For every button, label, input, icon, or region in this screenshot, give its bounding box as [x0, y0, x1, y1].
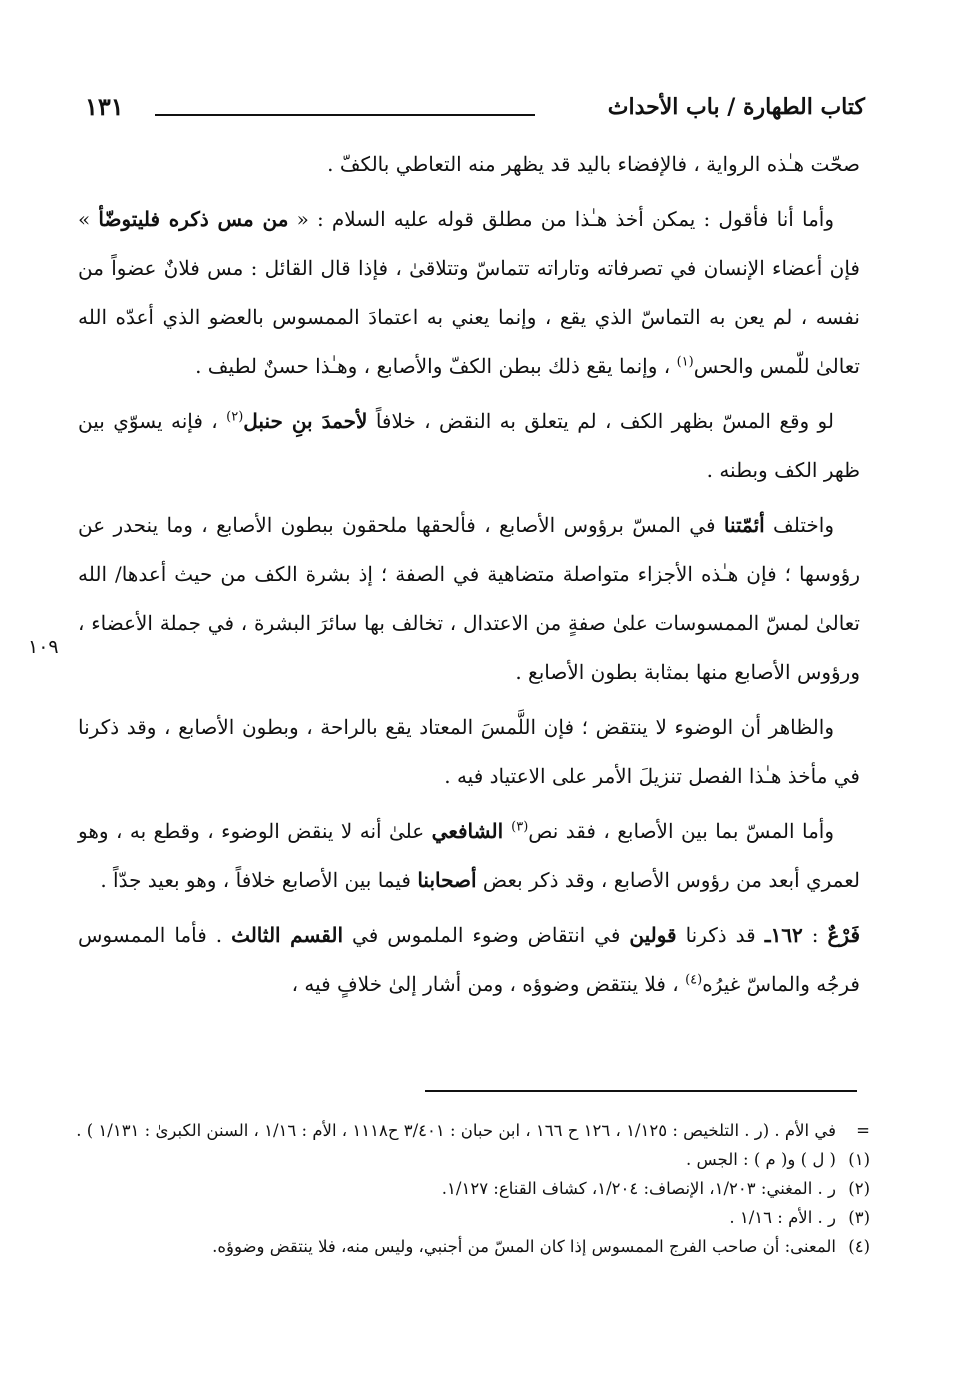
paragraph-text: واختلف	[764, 513, 834, 537]
paragraph-text: فيما بين الأصابع خلافاً ، وهو بعيد جدّاً .	[100, 868, 418, 892]
paragraph-text: في المسّ برؤوس الأصابع ، فألحقها ملحقون ببطون الأصابع ، وما ينحدر عن رؤوسها ؛ فإن هـٰذه الأجزاء متواصلة متضاهية في الصفة ؛ إذ بشرة الكف من حيث أعدها/ الله تعالىٰ لمسّ الممسوسات علىٰ صفةٍ من الاعتدال ، تخالف بها سائرَ البشرة ، في جملة الأعضاء ، ورؤوس الأصابع منها بمثابة بطون الأصابع .	[78, 513, 860, 684]
paragraph-text: . فأما الممسوس فرجُه والماسّ غيرُه	[78, 923, 860, 996]
margin-folio-number: ١٠٩	[28, 636, 59, 658]
issue-number: ١٦٢ـ	[764, 923, 803, 947]
footnote-text: المعنى: أن صاحب الفرج الممسوس إذا كان المسّ من أجنبي، وليس منه، فلا ينتقض وضوؤه.	[212, 1237, 836, 1256]
paragraph-text: صحّت هـٰذه الرواية ، فالإفضاء باليد قد يظهر منه التعاطي بالكفّ .	[327, 152, 860, 176]
paragraph-text: وأما المسّ بما بين الأصابع ، فقد نص	[528, 819, 834, 843]
footnotes	[70, 1116, 870, 1261]
hadith-quote: من مس ذكره فليتوضّأ	[98, 207, 289, 231]
chapter-title: كتاب الطهارة / باب الأحداث	[607, 94, 865, 120]
footnote-ref: (٢)	[226, 409, 244, 425]
page-number: ١٣١	[85, 92, 124, 121]
paragraph-text: وأما أنا فأقول : يمكن أخذ هـٰذا من مطلق قوله عليه السلام : «	[288, 207, 835, 231]
paragraph-text: ، فلا ينتقض وضوؤه ، ومن أشار إلىٰ خلافٍ فيه ،	[291, 972, 686, 996]
footnote-text: ر . المغني: ١/٢٠٣، الإنصاف: ١/٢٠٤، كشاف القناع: ١/١٢٧.	[441, 1179, 836, 1198]
footnote-ref: (٤)	[685, 972, 703, 988]
main-text	[78, 140, 860, 1015]
paragraph-text: قد ذكرنا	[676, 923, 765, 947]
running-header	[85, 92, 865, 132]
emphasis-term: أصحابنا	[417, 868, 477, 892]
paragraph-text: ، وإنما يقع ذلك ببطن الكفّ والأصابع ، وهـٰذا حسنٌ لطيف .	[195, 354, 677, 378]
footnote	[70, 1174, 870, 1203]
paragraph-text: في انتقاض وضوء الملموس في	[343, 923, 630, 947]
emphasis-term: أئمّتنا	[723, 513, 765, 537]
footnote	[70, 1203, 870, 1232]
paragraph-text: لو وقع المسّ بظهر الكف ، لم يتعلق به النقض ، خلافاً	[367, 409, 834, 433]
paragraph-2	[78, 195, 860, 391]
paragraph-1	[78, 140, 860, 189]
footnote-text: ر . الأم : ١/١٦ .	[729, 1208, 836, 1227]
paragraph-text: والظاهر أن الوضوء لا ينتقض ؛ فإن اللَّمسَ المعتاد يقع بالراحة ، وبطون الأصابع ، وقد ذكرنا في مأخذ هـٰذا الفصل تنزيلَ الأمر على الاعتياد فيه .	[78, 715, 860, 788]
footnote-marker: =	[856, 1121, 870, 1140]
section-marker: فَرْعٌ	[827, 923, 860, 947]
paragraph-text: ، فإنه يسوّي بين ظهر الكف وبطنه .	[78, 409, 860, 482]
paragraph-6	[78, 807, 860, 905]
emphasis-term: قولين	[629, 923, 677, 947]
footnote-separator	[425, 1090, 857, 1092]
footnote-marker: (٣)	[848, 1208, 870, 1227]
scholar-name: الشافعي	[431, 819, 512, 843]
footnote-marker: (١)	[848, 1150, 870, 1169]
footnote	[70, 1145, 870, 1174]
footnote-text: في الأم . (ر . التلخيص : ١/١٢٥ ، ١٢٦ ح ١٦٦ ، ابن حبان : ٣/٤٠١ ح١١١٨ ، الأم : ١/١٦ ، السنن الكبرىٰ : ١/١٣١ ) .	[76, 1121, 836, 1140]
paragraph-3	[78, 397, 860, 495]
paragraph-4	[78, 501, 860, 697]
paragraph-text: علىٰ أنه لا ينقض الوضوء ، وقطع به ، وهو لعمري أبعد من رؤوس الأصابع ، وقد ذكر بعض	[78, 819, 860, 892]
paragraph-7	[78, 911, 860, 1009]
paragraph-5	[78, 703, 860, 801]
footnote-text: ( ل ) و( م ) : الجس .	[686, 1150, 836, 1169]
footnote-ref: (٣)	[511, 819, 529, 835]
emphasis-term: القسم الثالث	[231, 923, 344, 947]
footnote	[70, 1116, 870, 1145]
scholar-name: لأحمدَ بنِ حنبل	[243, 409, 368, 433]
footnote-marker: (٤)	[848, 1237, 870, 1256]
footnote	[70, 1232, 870, 1261]
header-rule	[155, 114, 535, 116]
paragraph-text: » فإن أعضاء الإنسان في تصرفاته وتاراته تتماسّ وتتلاقىٰ ، فإذا قال القائل : مس فلانٌ عضواً من نفسه ، لم يعن به التماسّ الذي يقع ، وإنما يعني به اعتمادَ الممسوس بالعضو الذي أعدّه الله تعالىٰ للّمس والحس	[78, 207, 860, 378]
footnote-marker: (٢)	[848, 1179, 870, 1198]
paragraph-text: :	[802, 923, 828, 947]
footnote-ref: (١)	[676, 354, 694, 370]
